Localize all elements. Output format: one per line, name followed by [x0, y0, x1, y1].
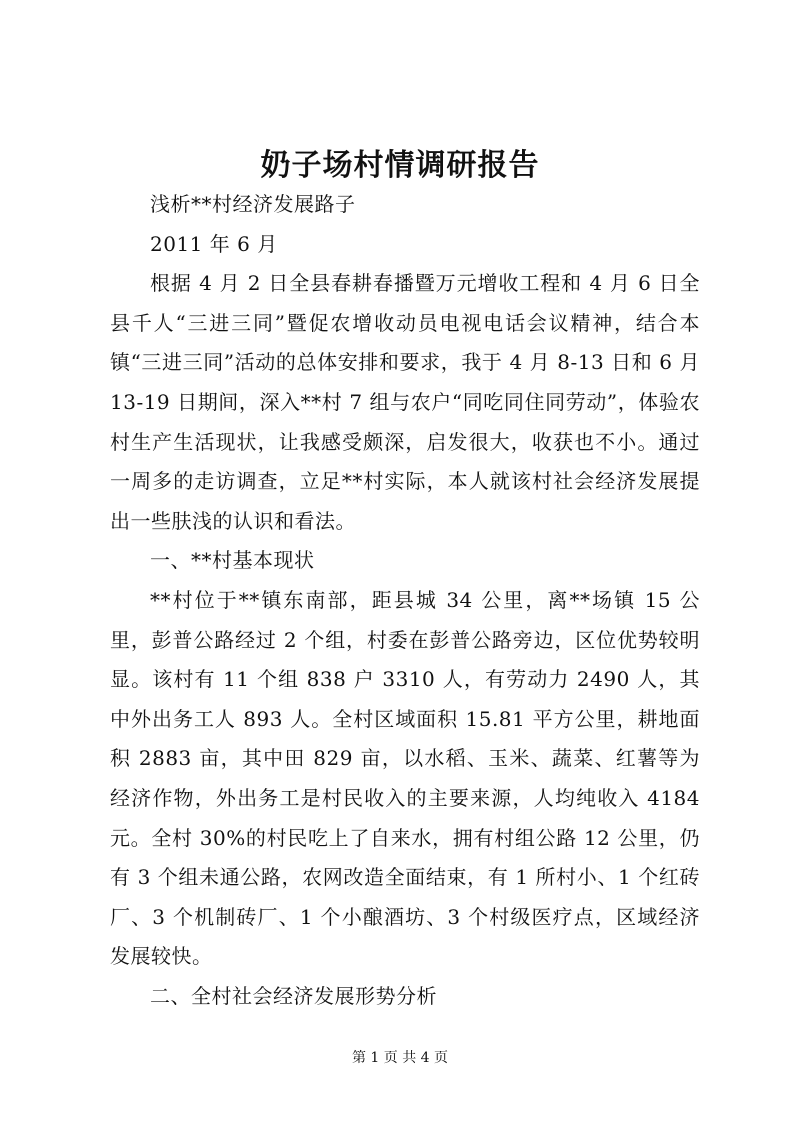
page-number-label: 第 1 页 共 4 页	[351, 1050, 449, 1066]
document-title: 奶子场村情调研报告	[260, 148, 540, 183]
subtitle-paragraph: 浅析**村经济发展路子	[150, 192, 356, 216]
section-heading-2: 二、全村社会经济发展形势分析	[150, 983, 437, 1008]
page-footer	[0, 1047, 800, 1067]
intro-paragraph: 根据 4 月 2 日全县春耕春播暨万元增收工程和 4 月 6 日全县千人“三进三同”暨促农增收动员电视电话会议精神，结合本镇“三进三同”活动的总体安排和要求，我于 4 月 8-13 日和 6 月 13-19 日期间，深入**村 7 组与农户“同吃同住同劳动”，体验农村生产生活现状，让我感受颇深，启发很大，收获也不小。通过一周多的走访调查，立足**村实际，本人就该村社会经济发展提出一些肤浅的认识和看法。	[110, 271, 700, 533]
section-1-paragraph: **村位于**镇东南部，距县城 34 公里，离**场镇 15 公里，彭普公路经过 2 个组，村委在彭普公路旁边，区位优势较明显。该村有 11 个组 838 户 3310 人，有劳动力 2490 人，其中外出务工人 893 人。全村区域面积 15.81 平方公里，耕地面积 2883 亩，其中田 829 亩，以水稻、玉米、蔬菜、红薯等为经济作物，外出务工是村民收入的主要来源，人均纯收入 4184 元。全村 30%的村民吃上了自来水，拥有村组公路 12 公里，仍有 3 个组未通公路，农网改造全面结束，有 1 所村小、1 个红砖厂、3 个机制砖厂、1 个小酿酒坊、3 个村级医疗点，区域经济发展较快。	[110, 587, 700, 969]
section-heading-1: 一、**村基本现状	[150, 548, 315, 573]
document-body	[110, 185, 700, 1016]
date-paragraph: 2011 年 6 月	[150, 231, 278, 256]
